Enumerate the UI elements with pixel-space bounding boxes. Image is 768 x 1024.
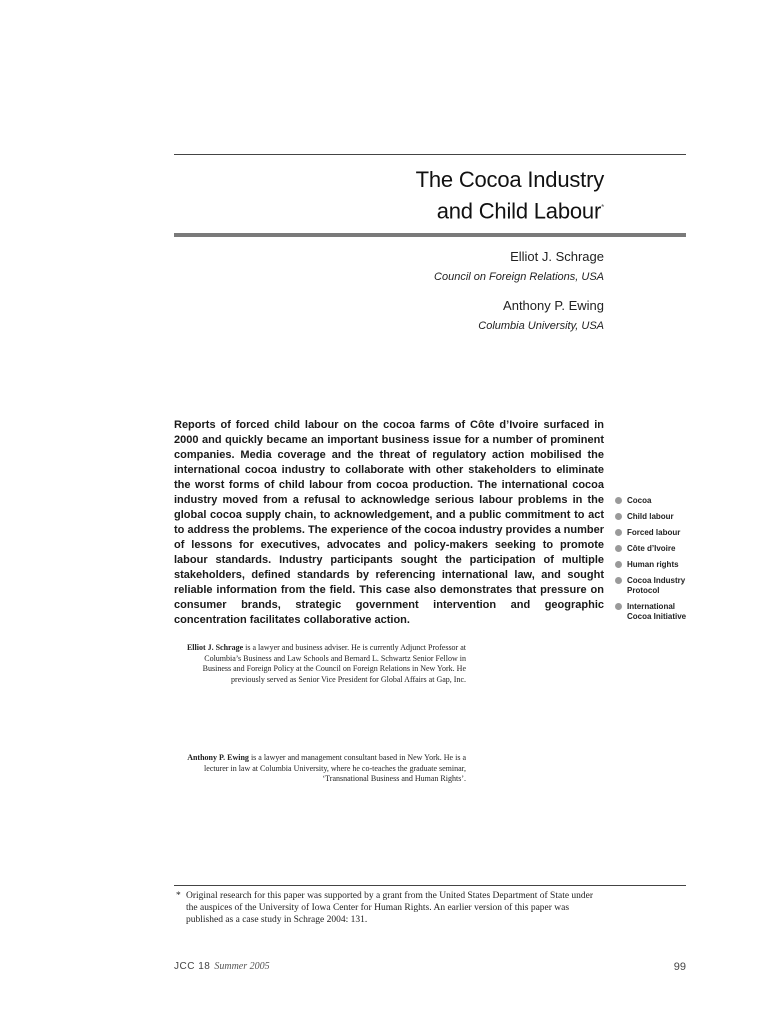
journal-issue: Summer 2005 — [214, 961, 270, 972]
author-bio-2 — [174, 753, 466, 785]
author-bio-1 — [174, 643, 466, 685]
top-rule — [174, 154, 686, 155]
bio-author-name: Elliot J. Schrage — [186, 643, 244, 652]
page-number: 99 — [673, 961, 686, 973]
article-title — [416, 166, 604, 225]
keyword-label: Côte d’Ivoire — [627, 544, 676, 553]
bullet-icon — [615, 529, 622, 536]
bio-text: is a lawyer and management consultant based in New York. He is a lecturer in law at Columbia University, where he co-teaches the graduate seminar, ‘Transnational Business and Human Rights’. — [204, 753, 466, 783]
keyword-item — [615, 560, 695, 570]
author-name: Elliot J. Schrage — [510, 249, 604, 264]
journal-footer — [174, 961, 270, 972]
keyword-item — [615, 512, 695, 522]
keyword-label: Forced labour — [627, 528, 681, 537]
bullet-icon — [615, 497, 622, 504]
bullet-icon — [615, 561, 622, 568]
author-affiliation: Council on Foreign Relations, USA — [434, 271, 604, 283]
bullet-icon — [615, 577, 622, 584]
footnote — [176, 890, 606, 926]
keyword-label: Child labour — [627, 512, 674, 521]
keyword-list — [615, 496, 695, 628]
footnote-text: Original research for this paper was supported by a grant from the United States Department of State under the auspices of the University of Iowa Center for Human Rights. An earlier version of this paper was published as a case study in Schrage 2004: 131. — [186, 891, 594, 925]
author-affiliation: Columbia University, USA — [478, 320, 604, 332]
author-name: Anthony P. Ewing — [503, 298, 604, 313]
journal-name: JCC 18 — [174, 961, 211, 972]
keyword-label: Cocoa — [627, 496, 652, 505]
footnote-rule — [174, 885, 686, 886]
title-footnote-mark: * — [601, 203, 604, 212]
title-line-1: The Cocoa Industry — [415, 167, 604, 192]
abstract: Reports of forced child labour on the cocoa farms of Côte d’Ivoire surfaced in 2000 and quickly became an important business issue for a number of prominent companies. Media coverage and the threat of regulatory action mobilised the international cocoa industry to collaborate with other stakeholders to eliminate the worst forms of child labour from cocoa production. The international cocoa industry moved from a refusal to acknowledge serious labour problems in the global cocoa supply chain, to acknowledgement, and a public commitment to act to address the problems. The experience of the cocoa industry provides a number of lessons for executives, advocates and policy-makers seeking to promote labour standards. Industry participants sought the participation of multiple stakeholders, defined standards by referencing international law, and sought reliable information from the field. This case also demonstrates that pressure on consumer brands, strategic government intervention and geographic concentration facilitates collaborative action. — [174, 419, 604, 626]
keyword-item — [615, 496, 695, 506]
keyword-label: International Cocoa Initiative — [627, 602, 687, 621]
bullet-icon — [615, 603, 622, 610]
title-line-2-text: and Child Labour — [436, 198, 602, 224]
keyword-item — [615, 576, 695, 596]
footnote-mark: * — [176, 891, 181, 901]
author-2 — [478, 297, 604, 334]
keyword-label: Cocoa Industry Protocol — [627, 576, 686, 595]
keyword-label: Human rights — [627, 560, 679, 569]
bullet-icon — [615, 545, 622, 552]
bullet-icon — [615, 513, 622, 520]
bio-text: is a lawyer and business adviser. He is currently Adjunct Professor at Columbia’s Business and Law Schools and Bernard L. Schwartz Senior Fellow in Business and Foreign Policy at the Council on Foreign Relations in New York. He previously served as Senior Vice President for Global Affairs at Gap, Inc. — [202, 643, 466, 684]
title-line-2 — [416, 194, 604, 225]
keyword-item — [615, 528, 695, 538]
author-1 — [434, 248, 604, 285]
title-underline-rule — [174, 233, 686, 237]
keyword-item — [615, 544, 695, 554]
keyword-item — [615, 602, 695, 622]
bio-author-name: Anthony P. Ewing — [187, 753, 249, 762]
